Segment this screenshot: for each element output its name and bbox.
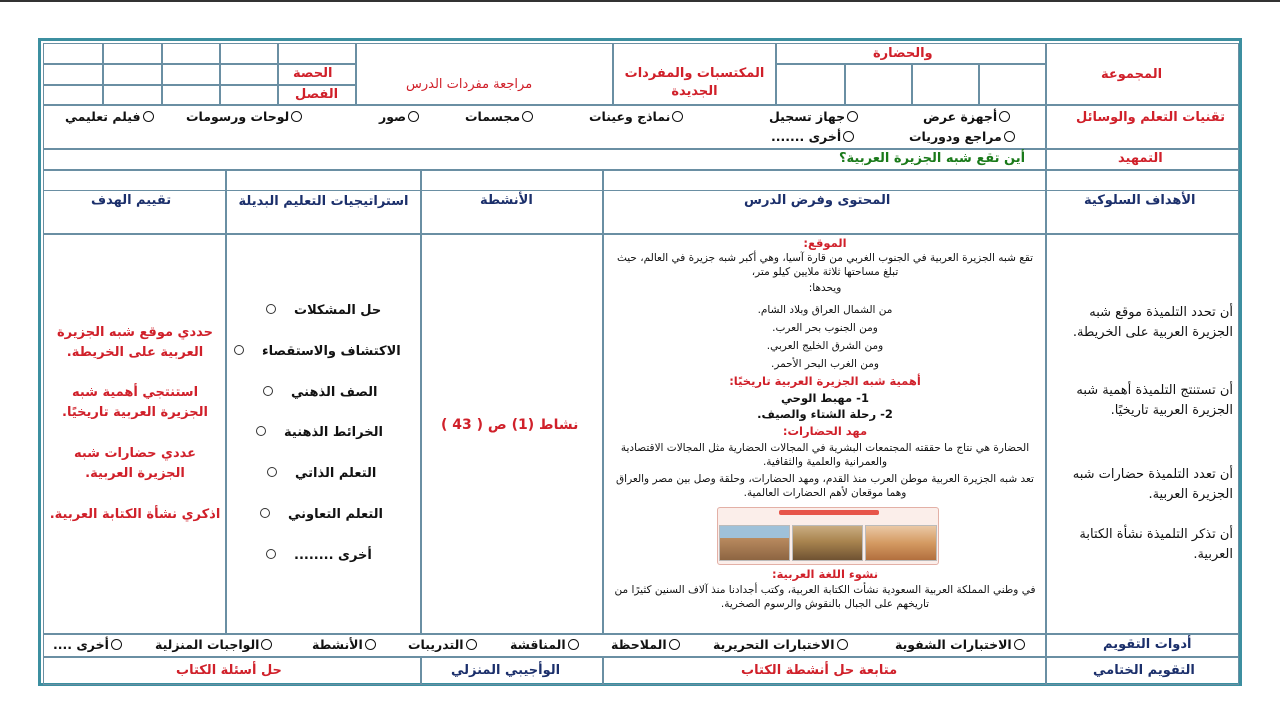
border-east: ومن الشرق الخليج العربي. bbox=[766, 340, 884, 352]
strategy-bullet-icon bbox=[263, 386, 273, 396]
final-book: حل أسئلة الكتاب bbox=[176, 663, 282, 678]
civilization-label: والحضارة bbox=[873, 46, 933, 61]
tool-written-tests[interactable]: الاختبارات التحريرية bbox=[713, 637, 848, 652]
objectives-header: الأهداف السلوكية bbox=[1084, 193, 1196, 208]
class-label: الفصل bbox=[295, 87, 339, 102]
vocab-label: المكتسبات والمفردات الجديدة bbox=[624, 66, 765, 99]
strategy-bullet-icon bbox=[266, 304, 276, 314]
period-label: الحصة bbox=[293, 66, 333, 81]
tool-other[interactable]: أخرى .... bbox=[53, 637, 122, 652]
blank-cell-a4 bbox=[220, 43, 278, 64]
strategy-bullet-icon bbox=[267, 467, 277, 477]
tech-label: تقنيات التعلم والوسائل bbox=[1076, 110, 1226, 125]
strategy-mind-maps: الخرائط الذهنية bbox=[256, 425, 383, 440]
option-projectors[interactable]: أجهزة عرض bbox=[923, 109, 1010, 124]
blank-cell-c2 bbox=[103, 85, 162, 105]
language-text: في وطني المملكة العربية السعودية نشأت الكتابة العربية، وكتب أجدادنا منذ آلاف السنين كثيرًا من تاريخهم على الجبال بالنقوش والرسوم الصخرية. bbox=[614, 584, 1036, 610]
civilization-image-2 bbox=[792, 525, 863, 561]
civilization-image-1 bbox=[719, 525, 790, 561]
blank-cell-b4 bbox=[220, 64, 278, 85]
group-box-1 bbox=[979, 64, 1046, 105]
strategy-discovery: الاكتشاف والاستقصاء bbox=[234, 344, 401, 359]
objective-2: أن تستنتج التلميذة أهمية شبه الجزيرة العربية تاريخيًا. bbox=[1076, 383, 1233, 418]
civilization-image-3 bbox=[865, 525, 937, 561]
group-box-4 bbox=[776, 64, 845, 105]
strategy-bullet-icon bbox=[260, 508, 270, 518]
strategy-cooperative: التعلم التعاوني bbox=[260, 507, 383, 522]
activities-header: الأنشطة bbox=[480, 193, 533, 208]
blank-cell-b2 bbox=[103, 64, 162, 85]
strategy-self-learning: التعلم الذاتي bbox=[267, 466, 376, 481]
group-box-2 bbox=[912, 64, 979, 105]
cradle-text-1: الحضارة هي نتاج ما حققته المجتمعات البشرية في المجالات الحضارية مثل المجالات الاقتصادية والعمرانية والعلمية والثقافية. bbox=[620, 442, 1030, 468]
lesson-plan-table bbox=[38, 38, 1242, 686]
blank-cell-a2 bbox=[103, 43, 162, 64]
blank-cell-a3 bbox=[162, 43, 220, 64]
evaluation-1: حددي موقع شبه الجزيرة العربية على الخريطة. bbox=[56, 325, 214, 360]
tool-exercises[interactable]: التدريبات bbox=[408, 637, 477, 652]
strategy-brainstorm: الصف الذهني bbox=[263, 385, 377, 400]
objectives-cell bbox=[1046, 234, 1239, 634]
final-followup: متابعة حل أنشطة الكتاب bbox=[741, 663, 898, 678]
language-title: نشوء اللغة العربية: bbox=[771, 567, 879, 581]
option-educational-film[interactable]: فيلم تعليمي bbox=[65, 109, 154, 124]
option-models-samples[interactable]: نماذج وعينات bbox=[589, 109, 683, 124]
cards-banner bbox=[779, 510, 879, 515]
location-title: الموقع: bbox=[803, 236, 847, 250]
strategy-other: أخرى ........ bbox=[266, 548, 372, 563]
cradle-text-2: تعد شبه الجزيرة العربية موطن العرب منذ القدم، ومهد الحضارات، وحلقة وصل بين مصر والعراق وهما موقعان لأهم الحضارات العالمية. bbox=[616, 473, 1034, 499]
objective-4: أن تذكر التلميذة نشأة الكتابة العربية. bbox=[1079, 527, 1233, 562]
border-north: من الشمال العراق وبلاد الشام. bbox=[757, 304, 893, 316]
blank-cell-a5 bbox=[278, 43, 356, 64]
final-homework: الوأجيبي المنزلي bbox=[451, 663, 561, 678]
group-box-3 bbox=[845, 64, 912, 105]
cradle-title: مهد الحضارات: bbox=[782, 424, 868, 438]
top-rule bbox=[0, 0, 1280, 2]
content-header: المحتوى وفرض الدرس bbox=[744, 193, 891, 208]
strategy-bullet-icon bbox=[234, 345, 244, 355]
evaluation-2: استنتجي أهمية شبه الجزيرة العربية تاريخيًا. bbox=[62, 385, 208, 420]
borders-title: ويحدها: bbox=[808, 282, 842, 294]
strategy-bullet-icon bbox=[266, 549, 276, 559]
location-text: تقع شبه الجزيرة العربية في الجنوب الغربي من قارة آسيا، وهي أكبر شبه جزيرة في العالم، حيث تبلغ مساحتها ثلاثة ملايين كيلو متر، bbox=[616, 252, 1034, 278]
intro-question: أين تقع شبه الجزيرة العربية؟ bbox=[839, 151, 1026, 166]
importance-title: أهمية شبه الجزيرة العربية تاريخيًا: bbox=[729, 374, 921, 388]
final-label: التقويم الختامي bbox=[1093, 663, 1195, 678]
activity-text: نشاط (1) ص ( 43 ) bbox=[441, 417, 579, 433]
tool-observation[interactable]: الملاحظة bbox=[611, 637, 680, 652]
option-other[interactable]: أخرى ....... bbox=[771, 129, 854, 144]
blank-cell-a1 bbox=[43, 43, 103, 64]
strategies-header: استراتيجيات التعليم البديلة bbox=[238, 194, 409, 209]
option-references[interactable]: مراجع ودوريات bbox=[909, 129, 1015, 144]
review-cell bbox=[356, 43, 613, 105]
option-pictures[interactable]: صور bbox=[379, 109, 419, 124]
tool-oral-tests[interactable]: الاختبارات الشفوية bbox=[895, 637, 1025, 652]
assessment-label: أدوات التقويم bbox=[1103, 637, 1192, 652]
tool-homework[interactable]: الواجبات المنزلية bbox=[155, 637, 272, 652]
border-south: ومن الجنوب بحر العرب. bbox=[772, 322, 878, 334]
blank-cell-c3 bbox=[162, 85, 220, 105]
blank-cell-b3 bbox=[162, 64, 220, 85]
blank-cell-c4 bbox=[220, 85, 278, 105]
objective-1: أن تحدد التلميذة موقع شبه الجزيرة العربية على الخريطة. bbox=[1072, 305, 1233, 340]
activities-cell bbox=[421, 234, 603, 634]
importance-1: 1- مهبط الوحي bbox=[781, 391, 869, 405]
blank-cell-b1 bbox=[43, 64, 103, 85]
objective-3: أن تعدد التلميذة حضارات شبه الجزيرة العربية. bbox=[1072, 467, 1233, 502]
evaluation-header: تقييم الهدف bbox=[91, 193, 172, 208]
evaluation-3: عددي حضارات شبه الجزيرة العربية. bbox=[73, 446, 197, 481]
blank-cell-c1 bbox=[43, 85, 103, 105]
option-boards-drawings[interactable]: لوحات ورسومات bbox=[186, 109, 302, 124]
intro-label: التمهيد bbox=[1118, 151, 1163, 166]
option-mockups[interactable]: مجسمات bbox=[465, 109, 533, 124]
option-recorder[interactable]: جهاز تسجيل bbox=[769, 109, 858, 124]
border-west: ومن الغرب البحر الأحمر. bbox=[770, 358, 879, 370]
review-label: مراجعة مفردات الدرس bbox=[406, 77, 533, 92]
importance-2: 2- رحلة الشتاء والصيف. bbox=[757, 407, 893, 421]
tool-discussion[interactable]: المناقشة bbox=[510, 637, 579, 652]
strategy-problem-solving: حل المشكلات bbox=[266, 303, 381, 318]
strategy-bullet-icon bbox=[256, 426, 266, 436]
tool-activities[interactable]: الأنشطة bbox=[312, 637, 376, 652]
evaluation-4: اذكري نشأة الكتابة العربية. bbox=[49, 507, 221, 522]
evaluation-cell bbox=[43, 234, 226, 634]
group-label: المجموعة bbox=[1101, 67, 1163, 82]
